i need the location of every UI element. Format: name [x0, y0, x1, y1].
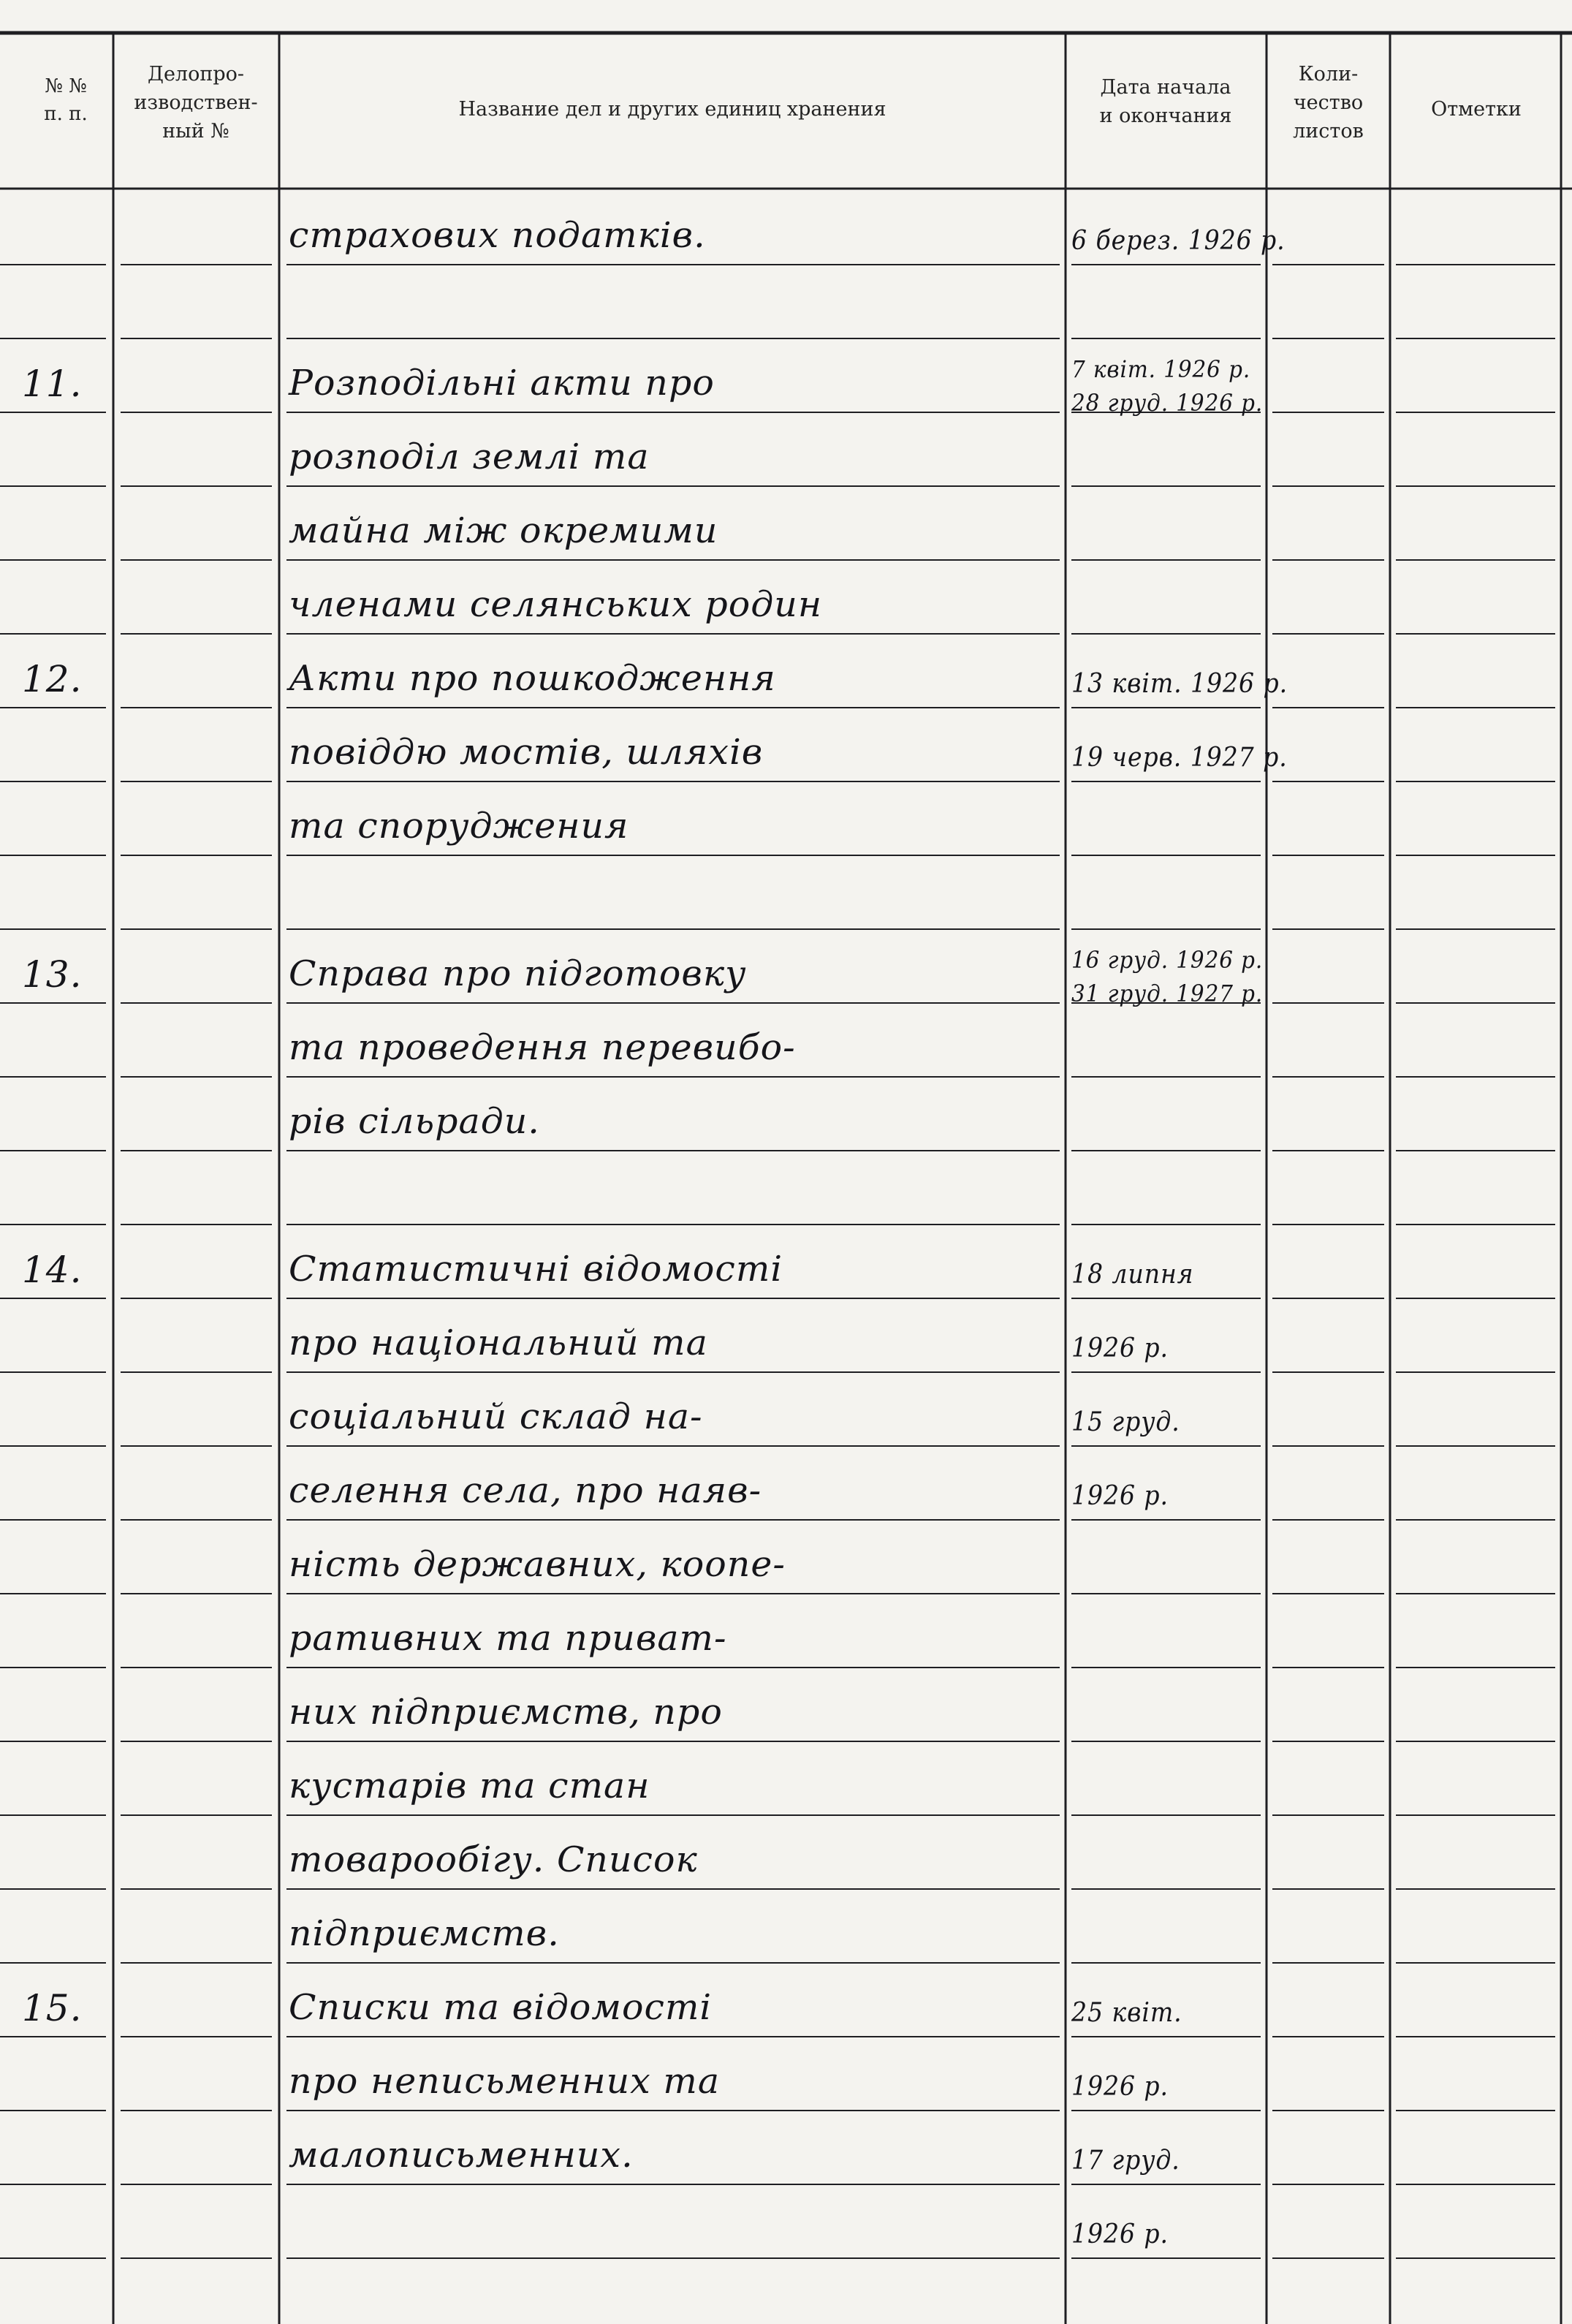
entry-title-line: про національний та [289, 1322, 708, 1363]
entry-title-line: та споруджения [289, 806, 629, 847]
entry-title-line: розподіл землі та [289, 436, 650, 477]
entry-date-line: 1926 р. [1071, 2072, 1169, 2102]
entry-title-line: товарообігу. Список [289, 1839, 698, 1880]
entry-date-line: 19 черв. 1927 р. [1071, 743, 1288, 773]
entry-number: 15. [22, 1986, 83, 2029]
entry-number: 13. [22, 953, 83, 996]
entry-date-line: 7 квіт. 1926 р. [1071, 355, 1251, 383]
entry-title-line: селення села, про наяв- [289, 1470, 762, 1511]
header-col-dates: Дата начала и окончания [1099, 76, 1232, 128]
entry-title-line: Розподільні акти про [289, 363, 715, 404]
entry-date-line: 6 берез. 1926 р. [1071, 226, 1286, 256]
entry-number: 11. [22, 362, 83, 405]
header-col-sheets: Коли- чество листов [1293, 63, 1364, 143]
entry-title-line: соціальний склад на- [289, 1396, 703, 1437]
entry-date-line: 1926 р. [1071, 1333, 1169, 1363]
entry-title-line: страхових податків. [289, 215, 706, 256]
header-col-no: № № п. п. [44, 75, 88, 125]
header-col-title: Название дел и других единиц хранения [458, 98, 886, 121]
entry-title-line: рів сільради. [289, 1101, 540, 1142]
entry-title-line: про неписьменних та [289, 2061, 721, 2102]
entry-title-line: ність державних, коопе- [289, 1544, 786, 1585]
header-col-notes: Отметки [1431, 98, 1522, 121]
entry-title-line: повіддю мостів, шляхів [289, 732, 764, 773]
entry-title-line: Списки та відомості [289, 1987, 713, 2028]
entry-date-line: 1926 р. [1071, 2219, 1169, 2249]
entry-date-line: 25 квіт. [1071, 1998, 1182, 2028]
entry-date-line: 13 квіт. 1926 р. [1071, 669, 1288, 699]
entry-title-line: кустарів та стан [289, 1765, 650, 1806]
entry-date-line: 17 груд. [1071, 2146, 1180, 2176]
entry-title-line: Справа про підготовку [289, 953, 747, 994]
entry-title-line: підприємств. [289, 1913, 560, 1954]
entry-number: 14. [22, 1248, 83, 1291]
entry-number: 12. [22, 657, 83, 700]
entry-title-line: них підприємств, про [289, 1692, 723, 1733]
entry-date-line: 15 груд. [1071, 1407, 1180, 1437]
entry-title-line: майна між окремими [289, 510, 718, 551]
entry-date-line: 16 груд. 1926 р. [1071, 946, 1264, 974]
entry-date-line: 28 груд. 1926 р. [1071, 389, 1264, 417]
ledger-grid [0, 33, 1572, 2324]
header-col-office-no: Делопро- изводствен- ный № [134, 63, 258, 143]
entry-date-line: 1926 р. [1071, 1481, 1169, 1511]
entry-date-line: 31 груд. 1927 р. [1071, 980, 1264, 1007]
entry-title-line: та проведення перевибо- [289, 1027, 796, 1068]
entry-title-line: Статистичні відомості [289, 1249, 783, 1290]
entry-title-line: ративних та приват- [289, 1618, 727, 1659]
entry-title-line: членами селянських родин [289, 584, 823, 625]
entry-title-line: Акти про пошкодження [289, 658, 776, 699]
entry-date-line: 18 липня [1071, 1260, 1194, 1290]
entry-title-line: малописьменних. [289, 2135, 634, 2176]
